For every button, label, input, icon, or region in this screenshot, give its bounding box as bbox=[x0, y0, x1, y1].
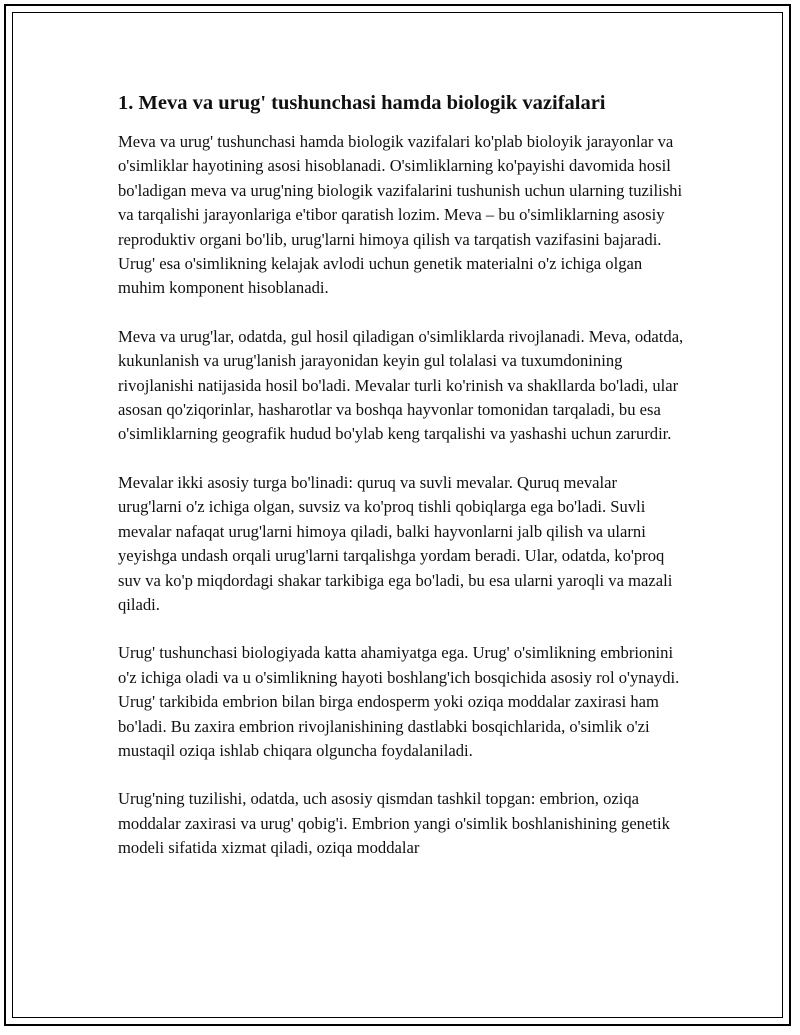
paragraph-3: Mevalar ikki asosiy turga bo'linadi: quruq va suvli mevalar. Quruq mevalar urug'larni o'z ichiga olgan, suvsiz va ko'proq tishli qobiqlarga ega bo'ladi. Suvli mevalar nafaqat urug'larni himoya qiladi, balki hayvonlarni jalb qilish va ularni yeyishga undash orqali urug'larni tarqalishga yordam beradi. Ular, odatda, ko'proq suv va ko'p miqdordagi shakar tarkibiga ega bo'ladi, bu esa ularni yaroqli va mazali qiladi. bbox=[118, 472, 673, 614]
paragraph-1: Meva va urug' tushunchasi hamda biologik vazifalari ko'plab bioloyik jarayonlar va o'simliklar hayotining asosi hisoblanadi. O'simliklarning ko'payishi davomida hosil bo'ladigan meva va urug'ning biologik vazifalarini tushunish uchun ularning tuzilishi va tarqalishi jarayonlariga e'tibor qaratish lozim. Meva – bu o'simliklarning asosiy reproduktiv organi bo'lib, urug'larni himoya qilish va tarqatish vazifasini bajaradi. Urug' esa o'simlikning kelajak avlodi uchun genetik materialni o'z ichiga olgan muhim komponent hisoblanadi. bbox=[118, 132, 683, 298]
paragraph-2: Meva va urug'lar, odatda, gul hosil qiladigan o'simliklarda rivojlanadi. Meva, odatda, kukunlanish va urug'lanish jarayonidan keyin gul tolalasi va tuxumdonining rivojlanishi natijasida hosil bo'ladi. Mevalar turli ko'rinish va shakllarda bo'ladi, ular asosan qo'ziqorinlar, hasharotlar va boshqa hayvonlar tomonidan tarqaladi, bu esa o'simliklarning geografik hudud bo'ylab keng tarqalishi va yashashi uchun zarurdir. bbox=[118, 326, 684, 444]
document-body bbox=[114, 88, 684, 885]
section-heading: 1. Meva va urug' tushunchasi hamda biologik vazifalari bbox=[118, 92, 606, 114]
paragraph-4: Urug' tushunchasi biologiyada katta ahamiyatga ega. Urug' o'simlikning embrionini o'z ichiga oladi va u o'simlikning hayoti boshlang'ich bosqichida asosiy rol o'ynaydi. Urug' tarkibida embrion bilan birga endosperm yoki oziqa moddalar zaxirasi ham bo'ladi. Bu zaxira embrion rivojlanishining dastlabki bosqichlarida, o'simlik o'zi mustaqil oziqa ishlab chiqara olguncha foydalaniladi. bbox=[118, 643, 680, 760]
paragraph-5: Urug'ning tuzilishi, odatda, uch asosiy qismdan tashkil topgan: embrion, oziqa moddalar zaxirasi va urug' qobig'i. Embrion yangi o'simlik boshlanishining genetik modeli sifatida xizmat qiladi, oziqa moddalar bbox=[118, 789, 670, 858]
